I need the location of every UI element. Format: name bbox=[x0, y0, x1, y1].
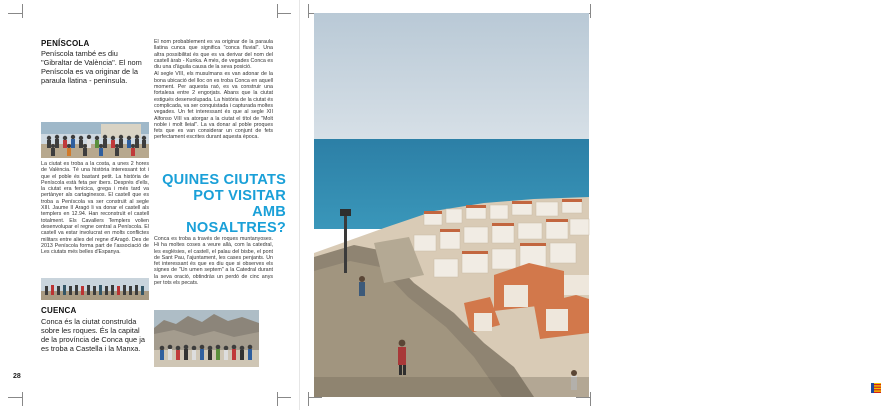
group-photo-peniscola bbox=[41, 122, 149, 158]
cuenca-lead: Conca és la ciutat construïda sobre les roques. És la capital de la província de Conca que ja es troba a Castella i la Manxa. bbox=[41, 317, 145, 353]
peniscola-castle-view-photo bbox=[314, 13, 589, 397]
crop-mark bbox=[8, 397, 22, 398]
crop-mark bbox=[576, 397, 590, 398]
peniscola-lead: Peníscola també es diu "Gibraltar de València". El nom Peníscola es va originar de la paraula llatina - peninsula. bbox=[41, 49, 142, 85]
crop-mark bbox=[277, 392, 278, 406]
crop-mark bbox=[308, 397, 322, 398]
crop-mark bbox=[277, 397, 291, 398]
crop-mark bbox=[22, 4, 23, 18]
right-page bbox=[300, 0, 664, 410]
peniscola-title: PENÍSCOLA bbox=[41, 39, 90, 48]
crop-mark bbox=[22, 392, 23, 406]
crop-mark bbox=[8, 13, 22, 14]
crop-mark bbox=[308, 392, 309, 406]
cuenca-group-photo bbox=[154, 310, 259, 367]
cuenca-sights-text: Conca es troba a través de roques muntanyoses. Hi ha moltes coses a veure allà, com la catedral, les esglésies, el castell, el palau del bisbe, el pont de Sant Pau, l'ajuntament, les cases penjants. Un fet interessant és que es diu que si observes els signes de "Un umen septem" a la Catedral durant la seva oració, obtindràs un perdó de cinc anys per tots els pecats. bbox=[154, 236, 273, 287]
crop-mark bbox=[590, 4, 591, 18]
peniscola-body-text: La ciutat es troba a la costa, a unes 2 hores de València. Té una història interessant tot i que el poble és bastant petit. La història de Peníscola està feta per ibers. Després d'ells, la ciutat era fenícica, grega i més tard va pertànyer als cartaginesos. El castell que es troba a Peníscola va ser construït al segle XIII. Jaume II Aragó li va donar el castell als templers en 12.94. Han reconstruït el castell totalment. Els Cavallers Templers volien desenvolupar el regne central a Peníscola. El castell va estar involucrat en molts conflictes militars entre alies del regne d'Aragó. Des de 2013 Peníscola forma part de l'associació de Les ciutats més belles d'Espanya. bbox=[41, 161, 149, 256]
photo-caption: Vista de castell a Peníscola bbox=[640, 365, 664, 383]
crop-mark bbox=[308, 4, 309, 18]
cuenca-history-text bbox=[154, 39, 273, 142]
page-number: 28 bbox=[13, 373, 21, 380]
crop-mark bbox=[277, 13, 291, 14]
crop-mark bbox=[277, 4, 278, 18]
promo-heading: QUINES CIUTATS POT VISITAR AMB NOSALTRES? bbox=[162, 172, 286, 236]
valencia-flag-icon bbox=[871, 380, 881, 390]
history-paragraph: Al segle VIII, els musulmans es van adonar de la bona ubicació del lloc on es troba Conca en aquell moment. Per aquesta raó, es va construir una fortalesa entre 2 engorjats. Abans que la ciutat estigués desenvolupada. La història de la ciutat és complicada, va ser conquistada i capturada moltes vegades. Un fet interessant és que al segle XII Alfonso VIII va atorgar a la ciutat el títol de "Molt noble i molt lleial". La va donar al poble proques fets que es van considerar un conjunt de fets perfectament escrites durant aquesta època. bbox=[154, 71, 273, 141]
group-photo-strip bbox=[41, 278, 149, 300]
history-paragraph: El nom probablement es va originar de la paraula llatina cunca que significa "conca fluvial". Una altra possibilitat és que es va derivar del nom del castell àrab - Kunka. A més, de vegades Conca es diu una d'àguila causa de la seva posició. bbox=[154, 39, 273, 71]
crop-mark bbox=[590, 392, 591, 406]
cuenca-title: CUENCA bbox=[41, 306, 77, 315]
left-page bbox=[0, 0, 300, 410]
